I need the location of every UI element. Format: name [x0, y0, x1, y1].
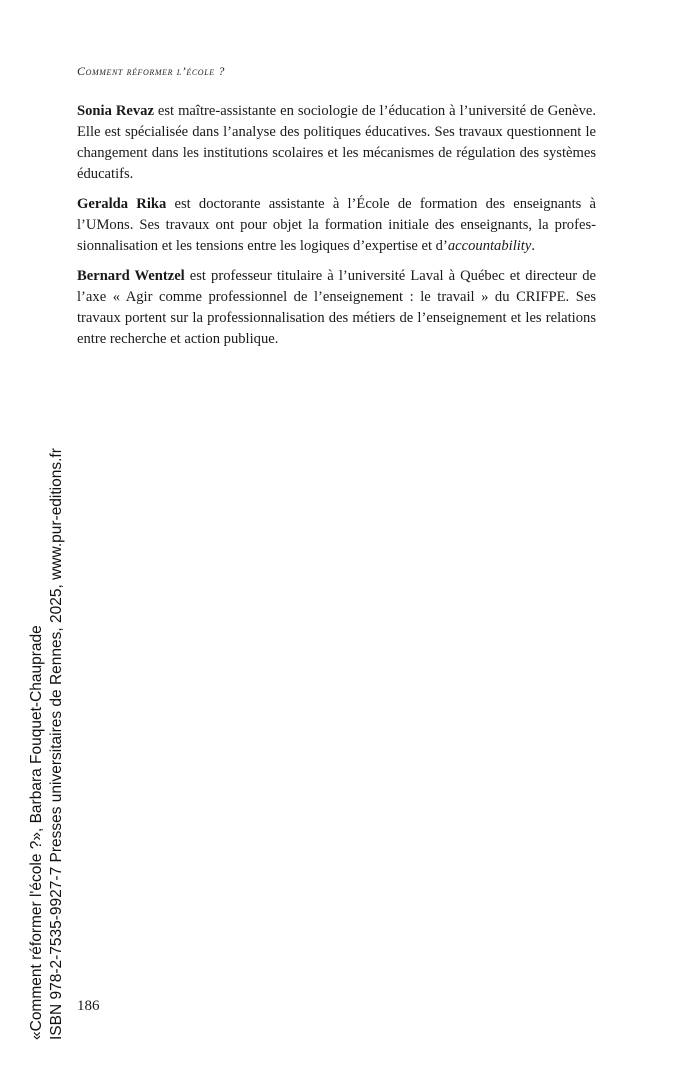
bio-name: Sonia Revaz [77, 103, 154, 119]
bio-paragraph [77, 101, 596, 185]
side-credit-line-2: ISBN 978-2-7535-9927-7 Presses universitaires de Rennes, 2025, www.pur-editions.fr [48, 448, 65, 1040]
bio-text: est professeur titulaire à l’université Laval à Québec et directeur de l’axe « Agir comme professionnel de l’enseignement : le travail » du CRIFPE. Ses travaux portent sur la professionnalisation des métiers de l’enseignement et les relations entre recherche et action publique. [77, 268, 596, 347]
bio-name: Bernard Wentzel [77, 268, 185, 284]
bio-text: est doctorante assistante à l’École de formation des enseignants à l’UMons. Ses travaux ont pour objet la formation initiale des enseignants, la professionnalisation et les tensions entre les logiques d’expertise et d’ [77, 196, 596, 254]
bio-text-italic: accountability [447, 238, 532, 254]
bio-paragraph [77, 194, 596, 257]
bio-name: Geralda Rika [77, 196, 167, 212]
bio-text: est maître-assistante en sociologie de l’éducation à l’université de Genève. Elle est spécialisée dans l’analyse des politiques éducatives. Ses travaux questionnent le changement dans les institutions scolaires et les mécanismes de régulation des systèmes éducatifs. [77, 103, 596, 182]
side-credit-line-1: «Comment réformer l'école ?», Barbara Fouquet-Chauprade [28, 625, 45, 1040]
author-bios [77, 101, 596, 359]
bio-text-end: . [531, 238, 535, 254]
bio-paragraph [77, 266, 596, 350]
page-number: 186 [77, 998, 100, 1014]
running-head: Comment réformer l’école ? [77, 64, 225, 78]
side-credit [27, 448, 71, 1040]
